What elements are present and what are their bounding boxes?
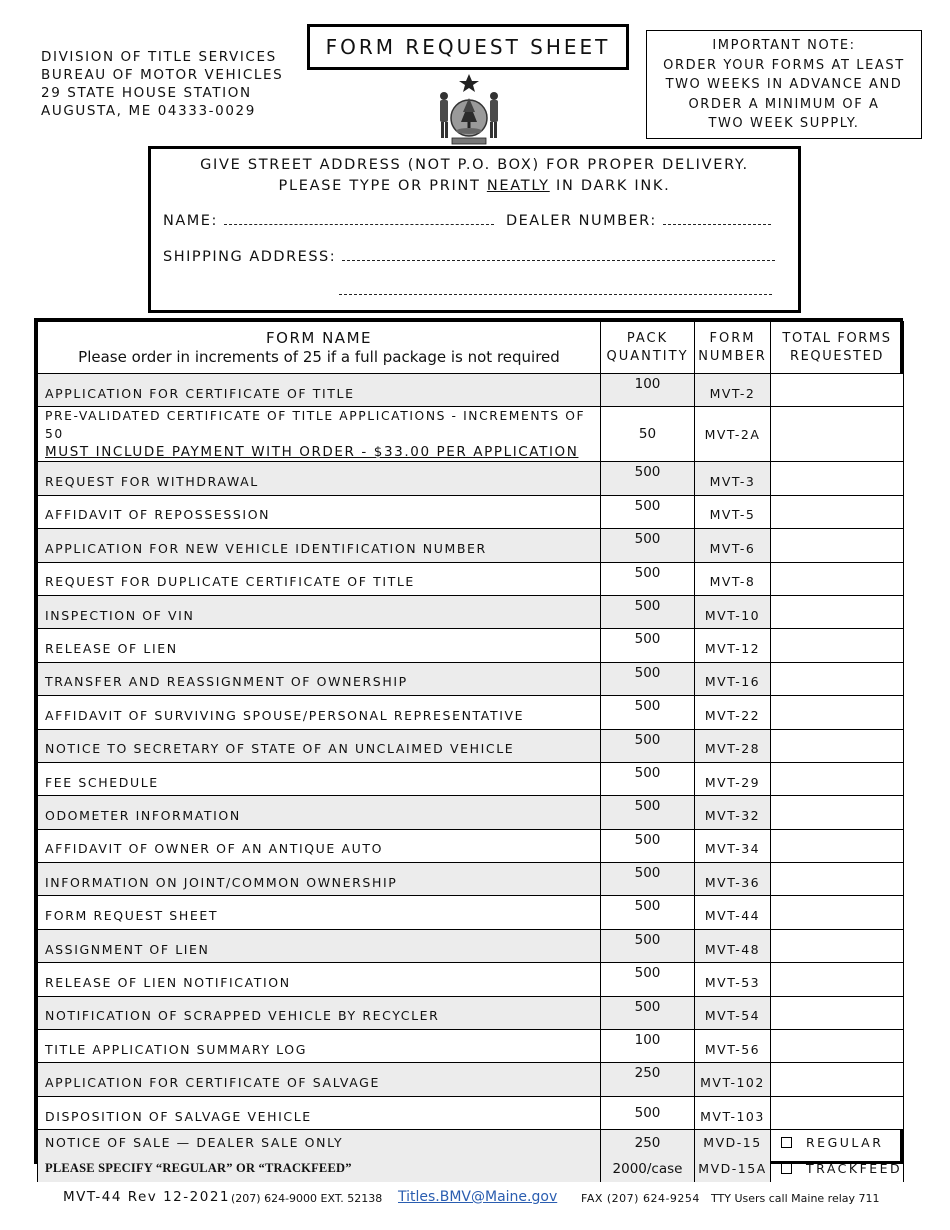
email-link[interactable]: Titles.BMV@Maine.gov [398,1189,558,1205]
name-row [163,211,771,229]
shipping-address-field[interactable] [342,247,775,261]
tty-info: TTY Users call Maine relay 711 [711,1192,880,1205]
table-row: AFFIDAVIT OF OWNER OF AN ANTIQUE AUTO 500 MVT-34 [38,829,904,862]
dealer-number-label: DEALER NUMBER: [505,213,657,229]
footer [0,1189,950,1211]
table-row: ODOMETER INFORMATION 500 MVT-32 [38,796,904,829]
print-instruction: PLEASE TYPE OR PRINT NEATLY IN DARK INK. [278,178,671,194]
maine-state-seal-icon [432,72,506,146]
forms-table [34,318,903,1177]
total-forms-field[interactable] [771,1096,904,1129]
total-forms-field[interactable] [771,863,904,896]
total-forms-field[interactable] [771,929,904,962]
table-row: AFFIDAVIT OF REPOSSESSION 500 MVT-5 [38,495,904,528]
col-pack-quantity: PACK QUANTITY [601,322,695,374]
trackfeed-label: TRACKFEED [806,1161,903,1177]
total-forms-field[interactable] [771,829,904,862]
important-note [646,30,922,139]
total-forms-field[interactable] [771,696,904,729]
address-row [163,247,775,265]
shipping-address-field-2[interactable] [339,281,772,295]
notice-of-sale-row: NOTICE OF SALE — DEALER SALE ONLY 250 MVD-15 REGULAR [38,1130,904,1156]
col-form-name: FORM NAME Please order in increments of 25 if a full package is not required [38,322,601,374]
total-forms-field[interactable] [771,963,904,996]
address-line: DIVISION OF TITLE SERVICES [41,49,277,65]
total-forms-field[interactable] [771,595,904,628]
table-row: ASSIGNMENT OF LIEN 500 MVT-48 [38,929,904,962]
table-row: APPLICATION FOR CERTIFICATE OF SALVAGE 250 MVT-102 [38,1063,904,1096]
total-forms-field[interactable] [771,796,904,829]
table-row: NOTICE TO SECRETARY OF STATE OF AN UNCLAIMED VEHICLE 500 MVT-28 [38,729,904,762]
delivery-instruction: GIVE STREET ADDRESS (NOT P.O. BOX) FOR PROPER DELIVERY. [200,157,749,173]
shipping-box [148,146,801,313]
note-line: TWO WEEK SUPPLY. [708,116,860,131]
total-forms-field[interactable] [771,374,904,407]
table-row: INFORMATION ON JOINT/COMMON OWNERSHIP 500 MVT-36 [38,863,904,896]
total-forms-field[interactable] [771,762,904,795]
col-form-number: FORM NUMBER [695,322,771,374]
total-forms-field[interactable] [771,629,904,662]
table-row: FORM REQUEST SHEET 500 MVT-44 [38,896,904,929]
total-forms-field[interactable] [771,996,904,1029]
trackfeed-checkbox[interactable] [781,1163,792,1174]
regular-label: REGULAR [806,1135,884,1151]
table-row: DISPOSITION OF SALVAGE VEHICLE 500 MVT-103 [38,1096,904,1129]
note-line: IMPORTANT NOTE: [712,38,856,53]
note-line: ORDER YOUR FORMS AT LEAST [663,57,905,73]
address-line: 29 STATE HOUSE STATION [41,85,252,101]
phone-number: (207) 624-9000 EXT. 52138 [231,1192,383,1205]
total-forms-field[interactable] [771,462,904,495]
fax-number: FAX (207) 624-9254 [581,1192,700,1205]
table-row: AFFIDAVIT OF SURVIVING SPOUSE/PERSONAL REPRESENTATIVE 500 MVT-22 [38,696,904,729]
table-row: APPLICATION FOR CERTIFICATE OF TITLE 100 MVT-2 [38,374,904,407]
total-forms-field[interactable] [771,662,904,695]
notice-of-sale-row-2: PLEASE SPECIFY “REGULAR” OR “TRACKFEED” 2000/case MVD-15A TRACKFEED [38,1156,904,1182]
total-forms-field[interactable] [771,729,904,762]
total-forms-field[interactable] [771,1063,904,1096]
table-row: RELEASE OF LIEN 500 MVT-12 [38,629,904,662]
table-row: RELEASE OF LIEN NOTIFICATION 500 MVT-53 [38,963,904,996]
name-label: NAME: [163,213,218,229]
address-row-2 [339,281,772,299]
shipping-instructions [151,149,798,197]
col-total-forms: TOTAL FORMS REQUESTED [771,322,904,374]
table-row: PRE-VALIDATED CERTIFICATE OF TITLE APPLICATIONS - INCREMENTS OF 50 MUST INCLUDE PAYMENT WITH ORDER - $33.00 PER APPLICATION 50 MVT-2A [38,407,904,462]
name-field[interactable] [224,211,494,225]
page-title: FORM REQUEST SHEET [307,24,629,70]
table-row: FEE SCHEDULE 500 MVT-29 [38,762,904,795]
total-forms-field[interactable] [771,896,904,929]
regular-option[interactable] [771,1130,904,1156]
trackfeed-option[interactable] [771,1156,904,1182]
table-row: INSPECTION OF VIN 500 MVT-10 [38,595,904,628]
shipping-address-label: SHIPPING ADDRESS: [163,249,337,265]
table-row: TRANSFER AND REASSIGNMENT OF OWNERSHIP 500 MVT-16 [38,662,904,695]
dealer-number-field[interactable] [663,211,771,225]
table-row: TITLE APPLICATION SUMMARY LOG 100 MVT-56 [38,1030,904,1063]
total-forms-field[interactable] [771,1030,904,1063]
form-revision: MVT-44 Rev 12-2021 [63,1189,230,1205]
total-forms-field[interactable] [771,407,904,462]
total-forms-field[interactable] [771,495,904,528]
note-line: TWO WEEKS IN ADVANCE AND [665,77,903,92]
note-line: ORDER A MINIMUM OF A [688,96,880,112]
table-header-row [38,322,904,374]
total-forms-field[interactable] [771,562,904,595]
table-row: NOTIFICATION OF SCRAPPED VEHICLE BY RECYCLER 500 MVT-54 [38,996,904,1029]
table-row: REQUEST FOR DUPLICATE CERTIFICATE OF TITLE 500 MVT-8 [38,562,904,595]
address-line: BUREAU OF MOTOR VEHICLES [41,67,284,83]
total-forms-field[interactable] [771,529,904,562]
address-line: AUGUSTA, ME 04333-0029 [41,103,256,119]
regular-checkbox[interactable] [781,1137,792,1148]
agency-address [41,48,283,120]
table-row: REQUEST FOR WITHDRAWAL 500 MVT-3 [38,462,904,495]
table-row: APPLICATION FOR NEW VEHICLE IDENTIFICATION NUMBER 500 MVT-6 [38,529,904,562]
